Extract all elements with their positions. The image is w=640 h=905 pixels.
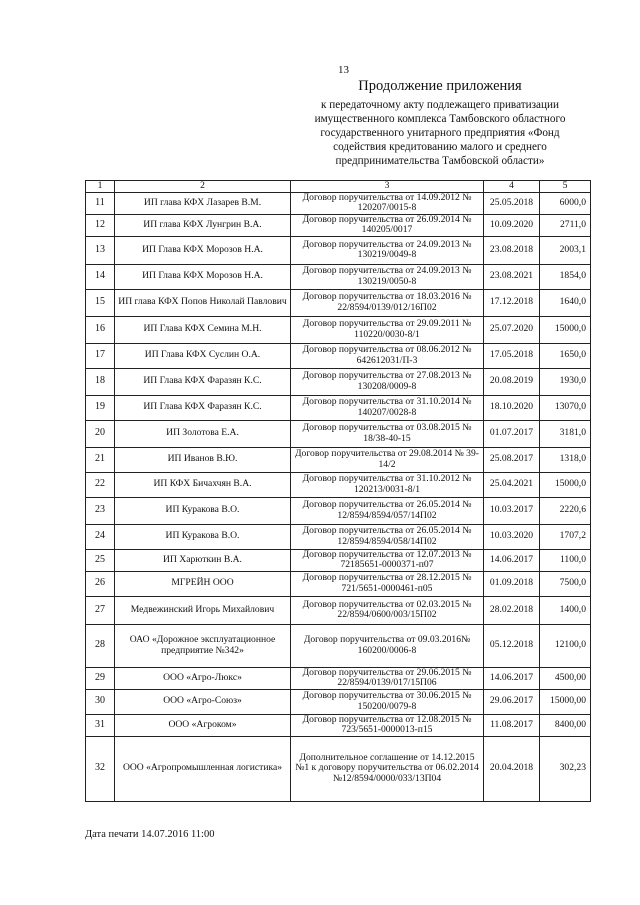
table-row: [86, 549, 591, 571]
debtor-name: ИП Глава КФХ Морозов Н.А.: [115, 236, 291, 264]
header-title: Продолжение приложения: [358, 78, 522, 94]
contract-description: Договор поручительства от 29.08.2014 № 39-14/2: [291, 447, 484, 472]
end-date: 23.08.2021: [484, 264, 540, 289]
guarantee-amount: 15000,0: [540, 472, 591, 497]
table-row: [86, 289, 591, 316]
table-header-row: [86, 181, 591, 193]
contract-description: Договор поручительства от 18.03.2016 № 22/8594/0139/012/16П02: [291, 289, 484, 316]
end-date: 11.08.2017: [484, 714, 540, 736]
debtor-name: ИП Глава КФХ Фаразян К.С.: [115, 368, 291, 395]
guarantee-amount: 7500,0: [540, 571, 591, 596]
guarantee-amount: 2711,0: [540, 214, 591, 236]
debtor-name: ООО «Агро-Люкс»: [115, 667, 291, 689]
table-row: [86, 624, 591, 667]
debtor-name: ИП Куракова В.О.: [115, 497, 291, 524]
end-date: 05.12.2018: [484, 624, 540, 667]
row-number: 26: [86, 571, 115, 596]
table-row: [86, 596, 591, 624]
debtor-name: Медвежинский Игорь Михайлович: [115, 596, 291, 624]
table-row: [86, 524, 591, 549]
debtor-name: ИП глава КФХ Лунгрин В.А.: [115, 214, 291, 236]
contract-description: Договор поручительства от 27.08.2013 № 130208/0009-8: [291, 368, 484, 395]
end-date: 14.06.2017: [484, 667, 540, 689]
contract-description: Договор поручительства от 29.09.2011 № 110220/0030-8/1: [291, 316, 484, 343]
end-date: 10.09.2020: [484, 214, 540, 236]
end-date: 14.06.2017: [484, 549, 540, 571]
guarantee-amount: 1318,0: [540, 447, 591, 472]
guarantee-amount: 1100,0: [540, 549, 591, 571]
row-number: 20: [86, 420, 115, 447]
guarantee-amount: 4500,00: [540, 667, 591, 689]
row-number: 28: [86, 624, 115, 667]
guarantee-amount: 1400,0: [540, 596, 591, 624]
row-number: 13: [86, 236, 115, 264]
guarantee-amount: 1930,0: [540, 368, 591, 395]
guarantee-amount: 15000,00: [540, 689, 591, 714]
table-row: [86, 420, 591, 447]
column-header: 5: [540, 181, 591, 193]
end-date: 25.08.2017: [484, 447, 540, 472]
column-header: 4: [484, 181, 540, 193]
table-row: [86, 214, 591, 236]
debtor-name: ИП КФХ Бичахчян В.А.: [115, 472, 291, 497]
row-number: 17: [86, 343, 115, 368]
guarantee-amount: 8400,00: [540, 714, 591, 736]
end-date: 10.03.2017: [484, 497, 540, 524]
contract-description: Договор поручительства от 14.09.2012 № 120207/0015-8: [291, 192, 484, 214]
table-row: [86, 689, 591, 714]
column-header: 3: [291, 181, 484, 193]
print-date: Дата печати 14.07.2016 11:00: [85, 829, 215, 840]
end-date: 25.04.2021: [484, 472, 540, 497]
table-row: [86, 343, 591, 368]
header-subtitle: к передаточному акту подлежащего приватизации имущественного комплекса Тамбовского областного государственного унитарного предприятия «Фонд содействия кредитованию малого и среднего предпринимательства Тамбовской области»: [314, 99, 566, 167]
guarantee-contracts-table: [85, 180, 591, 802]
debtor-name: ИП Глава КФХ Семина М.Н.: [115, 316, 291, 343]
debtor-name: ИП Глава КФХ Морозов Н.А.: [115, 264, 291, 289]
row-number: 23: [86, 497, 115, 524]
guarantee-amount: 3181,0: [540, 420, 591, 447]
row-number: 31: [86, 714, 115, 736]
table-row: [86, 736, 591, 801]
debtor-name: ООО «Агропромышленная логистика»: [115, 736, 291, 801]
contract-description: Договор поручительства от 02.03.2015 № 22/8594/0600/003/15П02: [291, 596, 484, 624]
row-number: 12: [86, 214, 115, 236]
contract-description: Договор поручительства от 12.07.2013 № 72185651-0000371-п07: [291, 549, 484, 571]
row-number: 14: [86, 264, 115, 289]
row-number: 30: [86, 689, 115, 714]
end-date: 17.05.2018: [484, 343, 540, 368]
table-row: [86, 264, 591, 289]
debtor-name: ИП Иванов В.Ю.: [115, 447, 291, 472]
row-number: 16: [86, 316, 115, 343]
debtor-name: ИП Глава КФХ Фаразян К.С.: [115, 395, 291, 420]
contract-description: Договор поручительства от 31.10.2012 № 120213/0031-8/1: [291, 472, 484, 497]
end-date: 23.08.2018: [484, 236, 540, 264]
table-row: [86, 447, 591, 472]
column-header: 2: [115, 181, 291, 193]
table-row: [86, 192, 591, 214]
end-date: 20.04.2018: [484, 736, 540, 801]
column-header: 1: [86, 181, 115, 193]
table-row: [86, 571, 591, 596]
contract-description: Договор поручительства от 31.10.2014 № 140207/0028-8: [291, 395, 484, 420]
row-number: 11: [86, 192, 115, 214]
contract-description: Договор поручительства от 09.03.2016№ 160200/0006-8: [291, 624, 484, 667]
end-date: 29.06.2017: [484, 689, 540, 714]
end-date: 25.07.2020: [484, 316, 540, 343]
row-number: 19: [86, 395, 115, 420]
document-header: [290, 78, 590, 168]
contract-description: Договор поручительства от 26.05.2014 № 12/8594/8594/057/14П02: [291, 497, 484, 524]
guarantee-amount: 1707,2: [540, 524, 591, 549]
debtor-name: ООО «Агроком»: [115, 714, 291, 736]
debtor-name: МГРЕЙН ООО: [115, 571, 291, 596]
contract-description: Договор поручительства от 29.06.2015 № 22/8594/0139/017/15П06: [291, 667, 484, 689]
row-number: 32: [86, 736, 115, 801]
page-number: 13: [338, 64, 349, 76]
guarantee-amount: 1640,0: [540, 289, 591, 316]
contract-description: Договор поручительства от 12.08.2015 № 723/5651-0000013-п15: [291, 714, 484, 736]
guarantee-amount: 15000,0: [540, 316, 591, 343]
contract-description: Договор поручительства от 24.09.2013 № 130219/0050-8: [291, 264, 484, 289]
end-date: 28.02.2018: [484, 596, 540, 624]
debtor-name: ИП Куракова В.О.: [115, 524, 291, 549]
contract-description: Договор поручительства от 24.09.2013 № 130219/0049-8: [291, 236, 484, 264]
guarantee-amount: 302,23: [540, 736, 591, 801]
table-row: [86, 395, 591, 420]
row-number: 15: [86, 289, 115, 316]
guarantee-amount: 6000,0: [540, 192, 591, 214]
table-row: [86, 368, 591, 395]
table-row: [86, 497, 591, 524]
table-row: [86, 714, 591, 736]
row-number: 22: [86, 472, 115, 497]
guarantee-amount: 12100,0: [540, 624, 591, 667]
contract-description: Договор поручительства от 26.05.2014 № 12/8594/8594/058/14П02: [291, 524, 484, 549]
row-number: 21: [86, 447, 115, 472]
debtor-name: ИП глава КФХ Попов Николай Павлович: [115, 289, 291, 316]
end-date: 17.12.2018: [484, 289, 540, 316]
contract-description: Договор поручительства от 08.06.2012 № 642612031/П-3: [291, 343, 484, 368]
end-date: 18.10.2020: [484, 395, 540, 420]
contract-description: Договор поручительства от 03.08.2015 № 18/38-40-15: [291, 420, 484, 447]
guarantee-amount: 13070,0: [540, 395, 591, 420]
debtor-name: ООО «Агро-Союз»: [115, 689, 291, 714]
contract-description: Договор поручительства от 30.06.2015 № 150200/0079-8: [291, 689, 484, 714]
row-number: 24: [86, 524, 115, 549]
end-date: 20.08.2019: [484, 368, 540, 395]
end-date: 25.05.2018: [484, 192, 540, 214]
row-number: 29: [86, 667, 115, 689]
row-number: 27: [86, 596, 115, 624]
debtor-name: ОАО «Дорожное эксплуатационное предприятие №342»: [115, 624, 291, 667]
row-number: 18: [86, 368, 115, 395]
end-date: 01.07.2017: [484, 420, 540, 447]
guarantee-amount: 2003,1: [540, 236, 591, 264]
table-row: [86, 667, 591, 689]
end-date: 10.03.2020: [484, 524, 540, 549]
debtor-name: ИП глава КФХ Лазарев В.М.: [115, 192, 291, 214]
guarantee-amount: 1650,0: [540, 343, 591, 368]
end-date: 01.09.2018: [484, 571, 540, 596]
contract-description: Договор поручительства от 26.09.2014 № 140205/0017: [291, 214, 484, 236]
debtor-name: ИП Харюткин В.А.: [115, 549, 291, 571]
contract-description: Договор поручительства от 28.12.2015 № 721/5651-0000461-п05: [291, 571, 484, 596]
guarantee-amount: 2220,6: [540, 497, 591, 524]
guarantee-amount: 1854,0: [540, 264, 591, 289]
table-row: [86, 236, 591, 264]
table-row: [86, 316, 591, 343]
table-row: [86, 472, 591, 497]
contract-description: Дополнительное соглашение от 14.12.2015 №1 к договору поручительства от 06.02.2014 №12/8594/0000/033/13П04: [291, 736, 484, 801]
debtor-name: ИП Глава КФХ Суслин О.А.: [115, 343, 291, 368]
debtor-name: ИП Золотова Е.А.: [115, 420, 291, 447]
row-number: 25: [86, 549, 115, 571]
